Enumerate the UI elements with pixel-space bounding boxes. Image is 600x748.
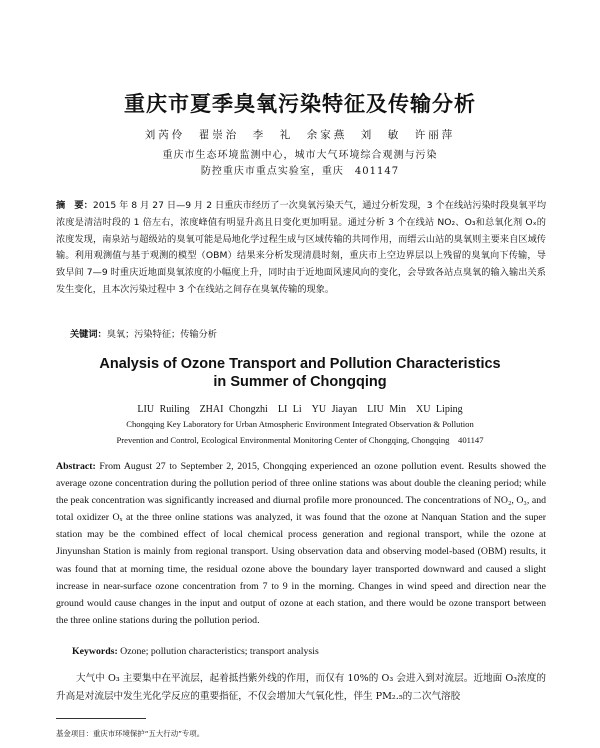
english-title-line2: in Summer of Chongqing — [213, 374, 387, 390]
chinese-abstract-label: 摘 要： — [56, 200, 93, 211]
chinese-keywords-text: 臭氧；污染特征；传输分析 — [106, 329, 217, 340]
chinese-authors: 刘芮伶 翟崇治 李 礼 余家燕 刘 敏 许丽萍 — [144, 129, 456, 141]
english-keywords-label: Keywords: — [72, 646, 118, 657]
english-abstract-text: From August 27 to September 2, 2015, Chongqing experienced an ozone pollution event. Results showed the average ozone concentration during the pollution period of three online stations was about double the cleaning period; while the peak concentration was significantly increased and diurnal profile more pronounced. The concentrations of NO₂, O₃, and total oxidizer Oₓ at the three online stations was analyzed, it was found that the ozone at Nanquan Station and the super station may be the combined effect of local chemical process generation and regional transport, while the ozone at Jinyunshan Station is mainly from regional transport. Using observation data and observing model-based (OBM) results, it was found that at morning time, the residual ozone above the boundary layer transported downward and caused a slight increase in near-surface ozone concentration from 7 to 9 in the morning. Changes in wind speed and direction near the ground would cause changes in the input and output of ozone at each station, and there would be ozone transport between the three online stations during the pollution period. — [56, 461, 546, 626]
chinese-keywords — [70, 326, 540, 340]
english-affiliation-line1: Chongqing Key Laboratory for Urban Atmospheric Environment Integrated Observation & Pollution — [126, 419, 474, 429]
english-keywords — [72, 646, 542, 657]
english-title-line1: Analysis of Ozone Transport and Pollution Characteristics — [99, 356, 501, 372]
chinese-abstract — [56, 198, 546, 299]
chinese-keywords-label: 关键词： — [70, 329, 107, 340]
chinese-title: 重庆市夏季臭氧污染特征及传输分析 — [124, 91, 476, 116]
english-affiliation-line2: Prevention and Control, Ecological Environmental Monitoring Center of Chongqing, Chongqing 401147 — [116, 435, 484, 445]
footnote: 基金项目：重庆市环境保护“五大行动”专项。 — [56, 729, 205, 738]
chinese-affiliation-line2: 防控重庆市重点实验室，重庆 401147 — [200, 166, 400, 177]
english-abstract — [56, 458, 546, 629]
english-authors: LIU Ruiling ZHAI Chongzhi LI Li YU Jiayan LIU Min XU Liping — [137, 404, 463, 415]
chinese-affiliation-line1: 重庆市生态环境监测中心，城市大气环境综合观测与污染 — [162, 150, 438, 161]
english-keywords-text: Ozone; pollution characteristics; transport analysis — [117, 646, 319, 657]
english-abstract-label: Abstract: — [56, 461, 96, 472]
english-title — [0, 355, 600, 391]
chinese-abstract-text: 2015 年 8 月 27 日—9 月 2 日重庆市经历了一次臭氧污染天气，通过分析发现，3 个在线站污染时段臭氧平均浓度是清洁时段的 1 倍左右，浓度峰值有明显升高且日变化更加明显。通过分析 3 个在线站 NO₂、O₃和总氧化剂 Oₓ的浓度发现，南泉站与超级站的臭氧可能是局地化学过程生成与区域传输的共同作用，而缙云山站的臭氧则主要来自区域传输。利用观测值与基于观测的模型（OBM）结果来分析发现清晨时刻，重庆市上空边界层以上残留的臭氧向下传输，导致早间 7—9 时重庆近地面臭氧浓度的小幅度上升，同时由于近地面风速风向的变化，会导致各站点臭氧的输入输出关系发生变化，且本次污染过程中 3 个在线站之间存在臭氧传输的现象。 — [56, 200, 547, 295]
footnote-divider — [56, 718, 146, 719]
body-paragraph: 大气中 O₃ 主要集中在平流层，起着抵挡紫外线的作用，而仅有 10%的 O₃ 会进入到对流层。近地面 O₃浓度的升高是对流层中发生光化学反应的重要指征，不仅会增加大气氧化性，伴生 PM₂.₅的二次气溶胶 — [56, 673, 546, 702]
